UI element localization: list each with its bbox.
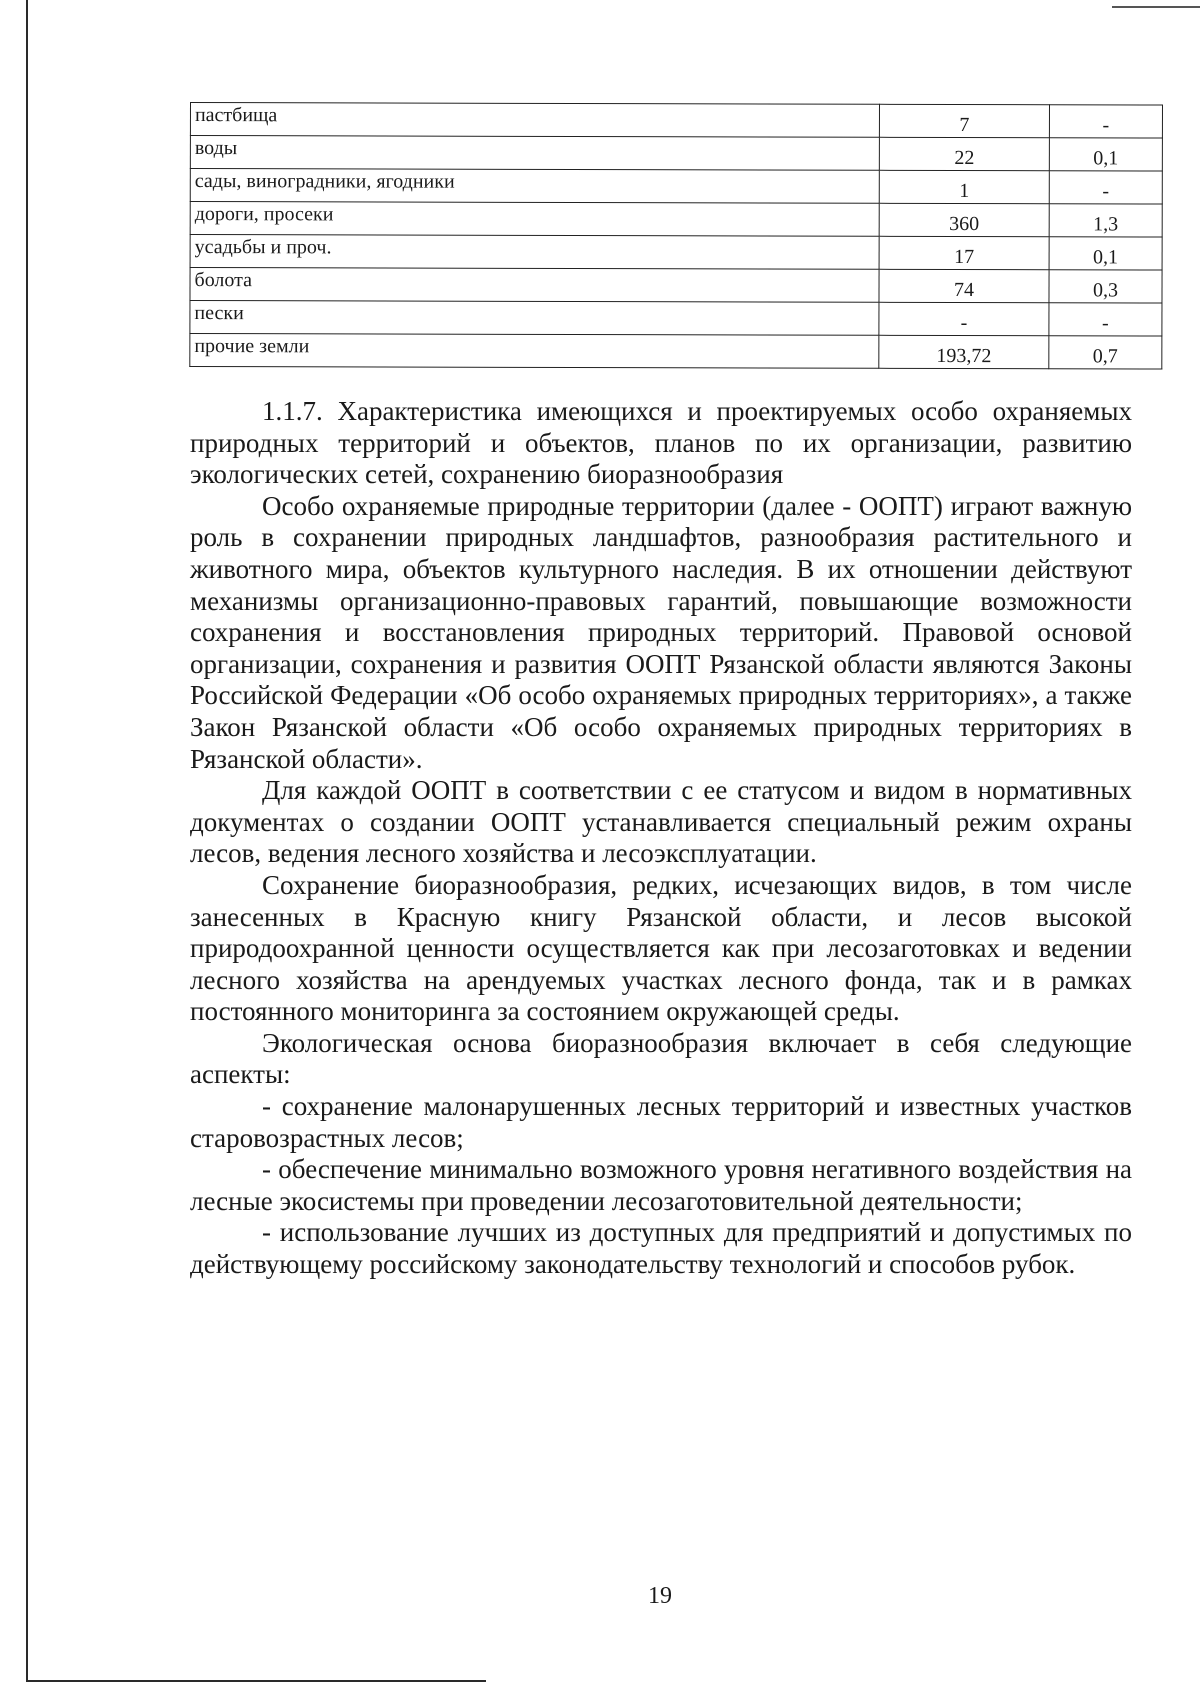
table-cell-area: 17 xyxy=(879,236,1049,269)
table-cell-percent: 1,3 xyxy=(1049,204,1162,237)
table-cell-area: - xyxy=(879,302,1049,335)
paragraph-biodiversity: Сохранение биоразнообразия, редких, исчезающих видов, в том числе занесенных в Красную книгу Рязанской области, и лесов высокой природоохранной ценности осуществляется как при лесозаготовках и ведении лесного хозяйства на арендуемых участках лесного фонда, так и в рамках постоянного мониторинга за состоянием окружающей среды. xyxy=(190,869,1132,1027)
table-cell-percent: 0,7 xyxy=(1049,336,1162,369)
table-row xyxy=(190,169,1162,205)
table-cell-category: сады, виноградники, ягодники xyxy=(190,169,879,204)
table-row xyxy=(190,235,1162,271)
table-cell-category: прочие земли xyxy=(190,334,879,369)
table-cell-category: дороги, просеки xyxy=(190,202,879,237)
table-cell-percent: - xyxy=(1049,303,1162,336)
table-cell-area: 360 xyxy=(879,203,1049,236)
table-cell-category: болота xyxy=(190,268,879,303)
list-item: - обеспечение минимально возможного уровня негативного воздействия на лесные экосистемы при проведении лесозаготовительной деятельности; xyxy=(190,1154,1132,1216)
table-cell-category: пастбища xyxy=(190,103,879,138)
table-cell-category: пески xyxy=(190,301,879,336)
land-category-table xyxy=(189,102,1163,370)
table-cell-percent: 0,1 xyxy=(1049,138,1162,171)
document-body xyxy=(190,396,1132,1281)
table-cell-area: 74 xyxy=(879,269,1049,302)
table-cell-percent: - xyxy=(1049,105,1162,138)
scan-border-top-right xyxy=(1112,6,1200,8)
table-cell-area: 7 xyxy=(880,104,1050,137)
paragraph-oopt-intro: Особо охраняемые природные территории (далее - ООПТ) играют важную роль в сохранении природных ландшафтов, разнообразия растительного и животного мира, объектов культурного наследия. В их отношении действуют механизмы организационно-правовых гарантий, повышающие возможности сохранения и восстановления природных территорий. Правовой основой организации, сохранения и развития ООПТ Рязанской области являются Законы Российской Федерации «Об особо охраняемых природных территориях», а также Закон Рязанской области «Об особо охраняемых природных территориях в Рязанской области». xyxy=(190,490,1132,774)
table-row xyxy=(190,268,1162,304)
table-cell-category: воды xyxy=(190,136,879,171)
table-cell-percent: - xyxy=(1049,171,1162,204)
table-cell-percent: 0,3 xyxy=(1049,270,1162,303)
table-row xyxy=(190,103,1162,139)
list-item: - сохранение малонарушенных лесных территорий и известных участков старовозрастных лесов; xyxy=(190,1091,1132,1153)
table-cell-percent: 0,1 xyxy=(1049,237,1162,270)
list-item: - использование лучших из доступных для предприятий и допустимых по действующему российскому законодательству технологий и способов рубок. xyxy=(190,1217,1132,1280)
paragraph-aspects: Экологическая основа биоразнообразия включает в себя следующие аспекты: xyxy=(190,1027,1132,1090)
table-cell-area: 1 xyxy=(879,170,1049,203)
table-row xyxy=(190,334,1162,370)
table-cell-area: 193,72 xyxy=(879,335,1049,368)
table-cell-area: 22 xyxy=(879,137,1049,170)
scan-border-bottom xyxy=(26,1680,486,1682)
page-number: 19 xyxy=(648,1583,672,1609)
table-row xyxy=(190,301,1162,337)
section-heading: 1.1.7. Характеристика имеющихся и проектируемых особо охраняемых природных территорий и объектов, планов по их организации, развитию экологических сетей, сохранению биоразнообразия xyxy=(190,396,1132,490)
paragraph-protection-regime: Для каждой ООПТ в соответствии с ее статусом и видом в нормативных документах о создании ООПТ устанавливается специальный режим охраны лесов, ведения лесного хозяйства и лесоэксплуатации. xyxy=(190,775,1132,869)
table-cell-category: усадьбы и проч. xyxy=(190,235,879,270)
table-row xyxy=(190,202,1162,238)
table-row xyxy=(190,136,1162,172)
scan-border-left xyxy=(26,0,28,1682)
